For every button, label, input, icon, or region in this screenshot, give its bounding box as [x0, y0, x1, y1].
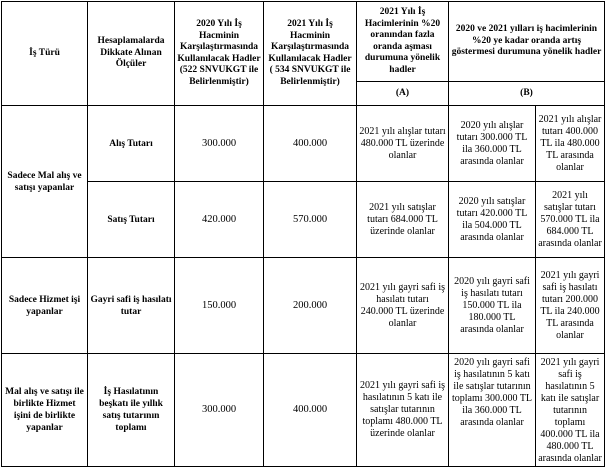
had-2020-satis: 420.000: [175, 182, 264, 258]
a-satis: 2021 yılı satışlar tutarı 684.000 TL üzerinde olanlar: [357, 182, 449, 258]
b1-karma: 2020 yılı gayri safi iş hasılatının 5 katı ile satışlar tutarının toplamı 300.000 TL ila 360.000 TL arasında olanlar: [449, 354, 536, 467]
table-row: [2, 354, 605, 467]
b2-satis: 2021 yılı satışlar tutarı 570.000 TL ila 684.000 TL arasında olanlar: [536, 182, 605, 258]
had-2020-karma: 300.000: [175, 354, 264, 467]
a-alis: 2021 yılı alışlar tutarı 480.000 TL üzerinde olanlar: [357, 106, 449, 182]
had-2020-hizmet: 150.000: [175, 258, 264, 354]
had-2021-satis: 570.000: [264, 182, 357, 258]
b1-hizmet: 2020 yılı gayri safi iş hasılatı tutarı 150.000 TL ila 180.000 TL arasında olanlar: [449, 258, 536, 354]
header-a-label: (A): [357, 82, 449, 106]
a-karma: 2021 yılı gayri safi iş hasılatının 5 katı ile satışlar tutarının toplamı 480.000 TL üzerinde olanlar: [357, 354, 449, 467]
had-2020-alis: 300.000: [175, 106, 264, 182]
had-2021-karma: 400.000: [264, 354, 357, 467]
header-b-label: (B): [449, 82, 605, 106]
had-2021-alis: 400.000: [264, 106, 357, 182]
a-hizmet: 2021 yılı gayri safi iş hasılatı tutarı 240.000 TL üzerinde olanlar: [357, 258, 449, 354]
table-row: [2, 258, 605, 354]
header-2020-hadler: [175, 2, 264, 106]
table-row: [2, 106, 605, 182]
header-2020-main: 2020 Yılı İş Hacminin Karşılaştırmasında Kullanılacak Hadler: [177, 19, 261, 64]
olcu-karma: İş Hasılatının beşkatı ile yıllık satış tutarının toplamı: [88, 354, 175, 467]
olcu-alis: Alış Tutarı: [88, 106, 175, 182]
b1-satis: 2020 yılı satışlar tutarı 420.000 TL ila 504.000 TL arasında olanlar: [449, 182, 536, 258]
header-2021-sub: ( 534 SNVUKGT ile Belirlenmiştir): [269, 65, 351, 87]
header-is-turu: İş Türü: [2, 2, 88, 106]
olcu-hasilat: Gayri safi iş hasılatı tutar: [88, 258, 175, 354]
header-2021-hadler: [264, 2, 357, 106]
table-row: [2, 182, 605, 258]
b2-karma: 2021 yılı gayri safi iş hasılatının 5 katı ile satışlar tutarının toplamı 400.000 TL ila 480.000 TL arasında olanlar: [536, 354, 605, 467]
header-olculer: Hesaplamalarda Dikkate Alınan Ölçüler: [88, 2, 175, 106]
b1-alis: 2020 yılı alışlar tutarı 300.000 TL ila 360.000 TL arasında olanlar: [449, 106, 536, 182]
document-page: [0, 1, 605, 463]
is-turu-mal: Sadece Mal alış ve satışı yapanlar: [2, 106, 88, 258]
is-turu-hizmet: Sadece Hizmet işi yapanlar: [2, 258, 88, 354]
header-2021-main: 2021 Yılı İş Hacminin Karşılaştırmasında Kullanılacak Hadler: [268, 19, 352, 64]
had-2021-hizmet: 200.000: [264, 258, 357, 354]
is-turu-karma: Mal alış ve satışı ile birlikte Hizmet işini de birlikte yapanlar: [2, 354, 88, 467]
b2-alis: 2021 yılı alışlar tutarı 400.000 TL ila 480.000 TL arasında olanlar: [536, 106, 605, 182]
header-artis: 2020 ve 2021 yılları iş hacimlerinin %20 ye kadar oranda artış göstermesi durumuna yönelik hadler: [449, 2, 605, 82]
olcu-satis: Satış Tutarı: [88, 182, 175, 258]
threshold-table: [1, 1, 605, 467]
b2-hizmet: 2021 yılı gayri safi iş hasılatı tutarı 200.000 TL ila 240.000 TL arasında olanlar: [536, 258, 605, 354]
header-2020-sub: (522 SNVUKGT ile Belirlenmiştir): [179, 65, 259, 87]
header-fazla-asma: 2021 Yılı İş Hacimlerinin %20 oranından fazla oranda aşması durumuna yönelik hadler: [357, 2, 449, 82]
